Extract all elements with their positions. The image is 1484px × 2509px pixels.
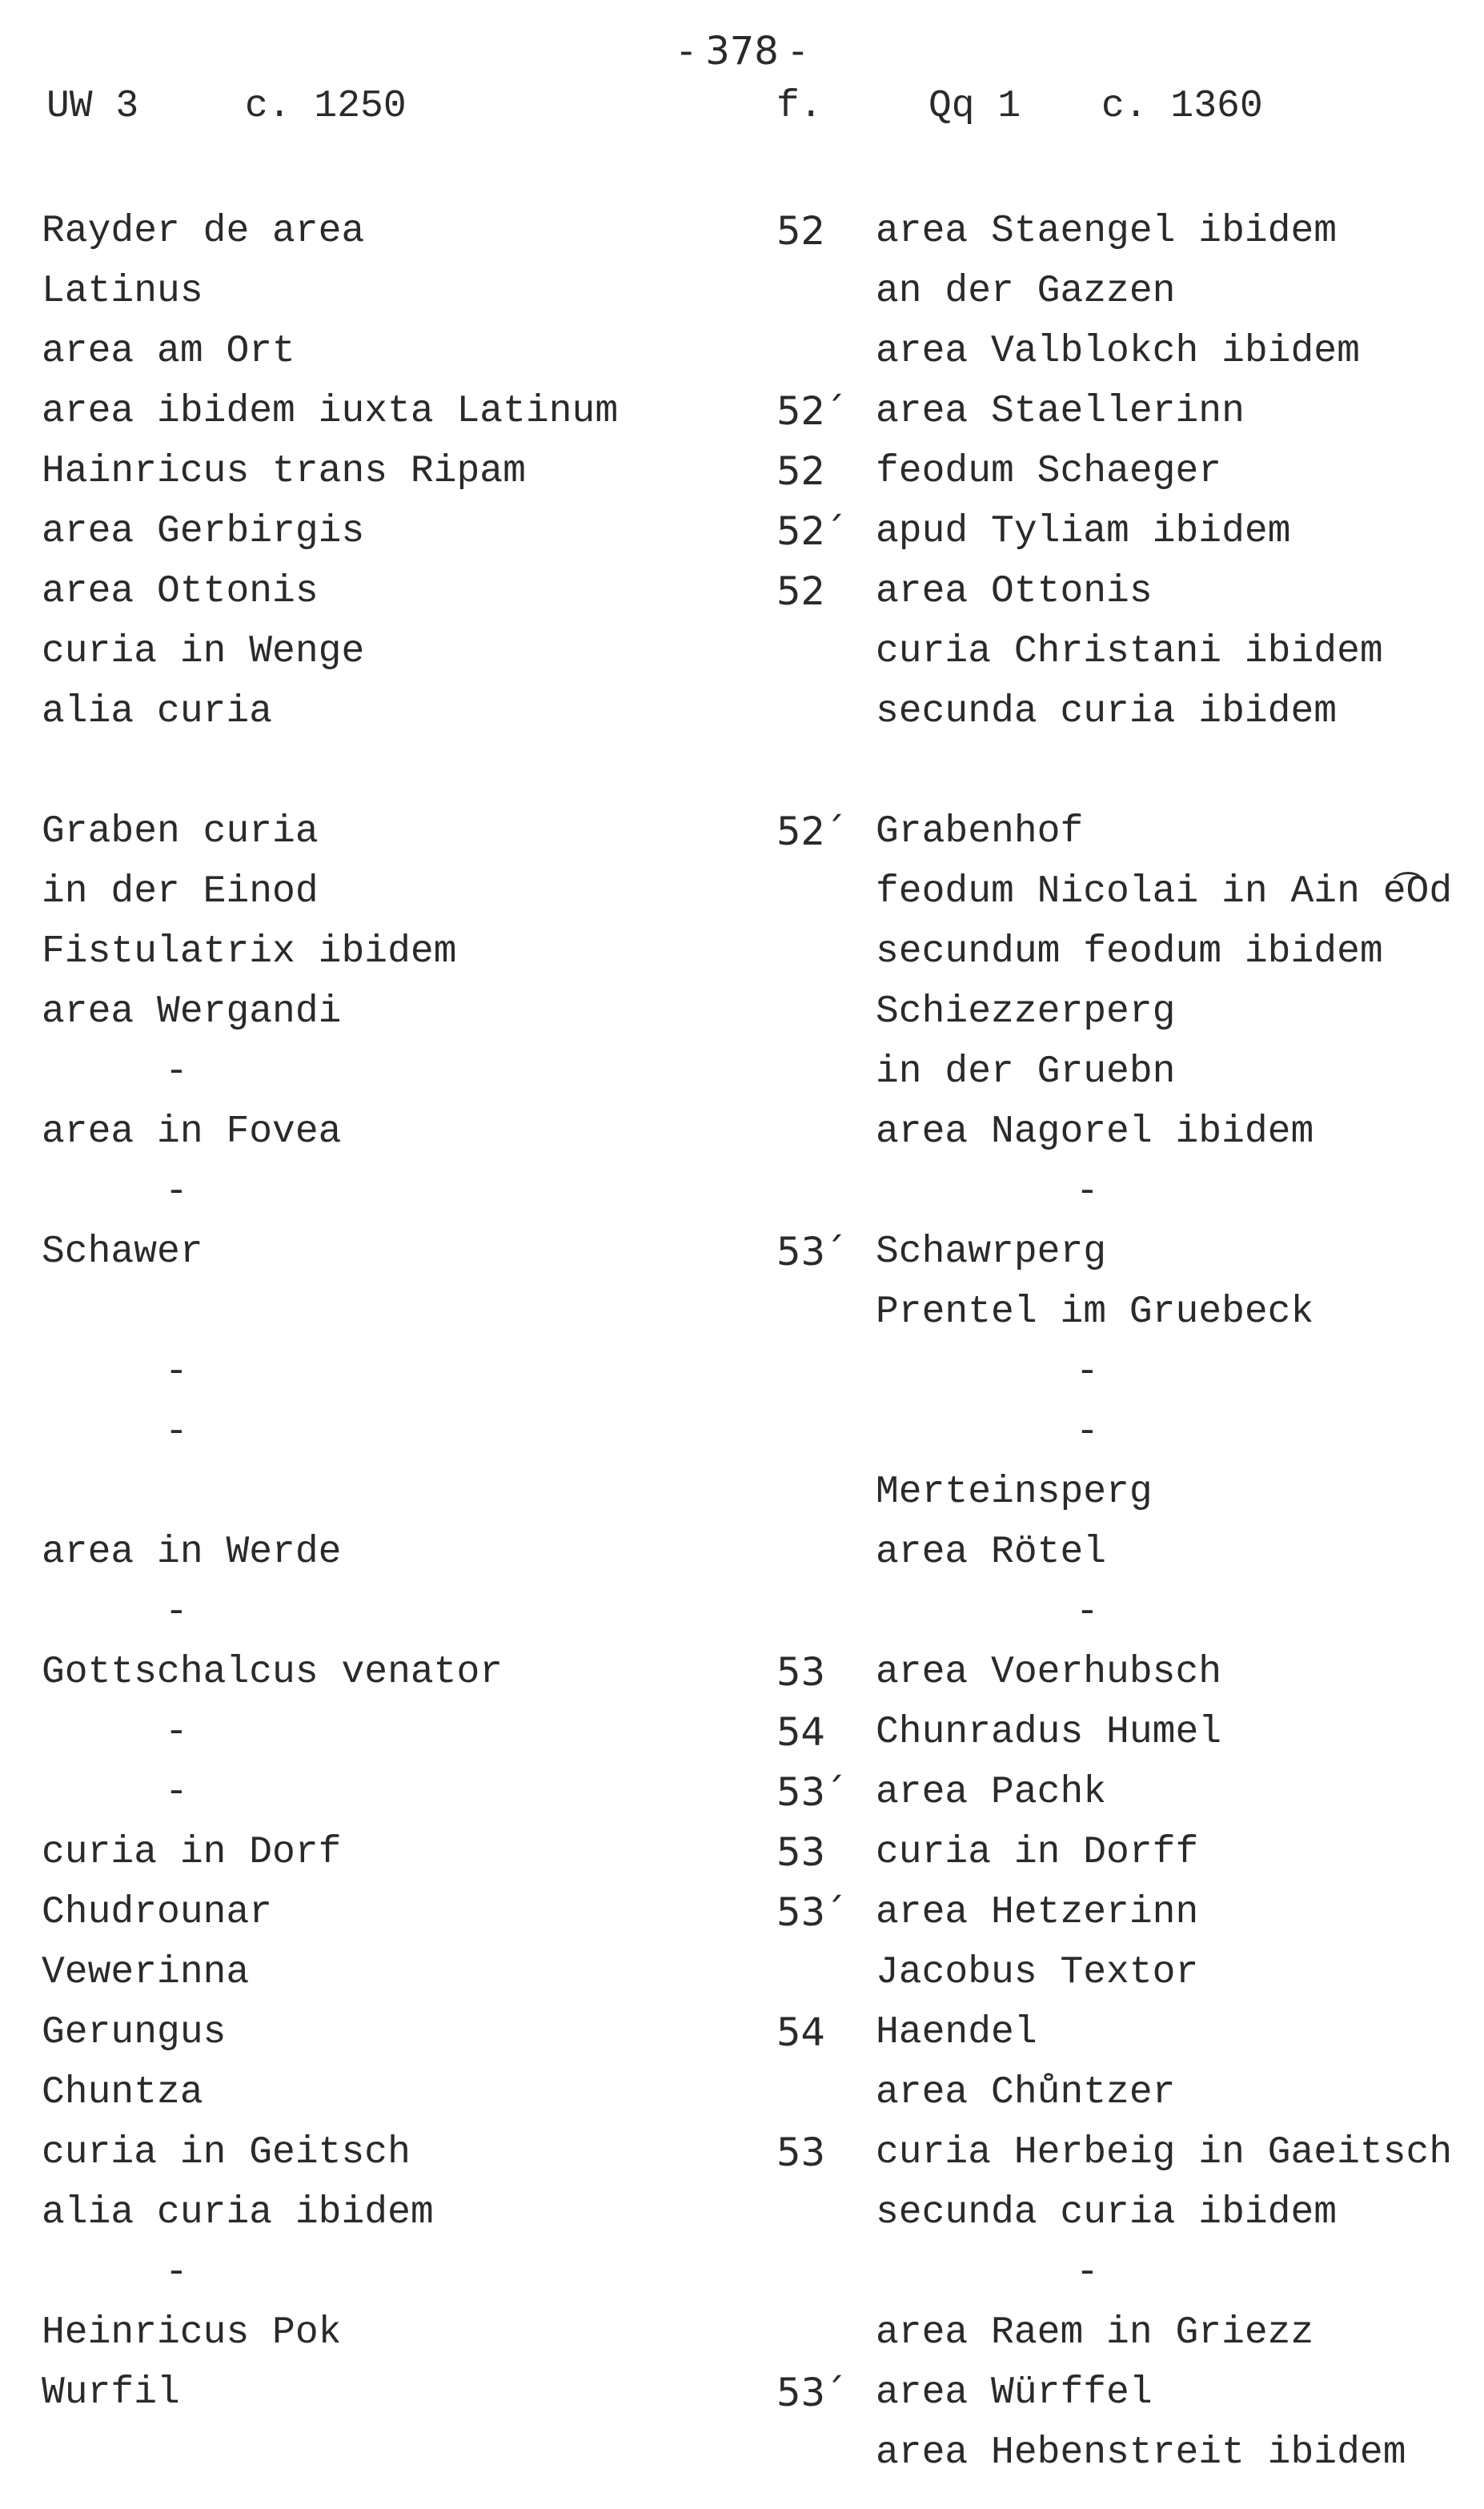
- left-entry: area in Werde: [42, 1531, 342, 1574]
- folio-number: 53: [776, 2130, 826, 2175]
- table-row: [0, 922, 1484, 982]
- right-entry: area Chůntzer: [876, 2071, 1176, 2114]
- right-entry: area Staellerinn: [876, 390, 1245, 433]
- right-entry: area Voerhubsch: [876, 1651, 1222, 1694]
- table-row: [0, 382, 1484, 442]
- table-row: [0, 1283, 1484, 1343]
- right-entry: -: [1076, 2251, 1099, 2294]
- right-entry: an der Gazzen: [876, 270, 1176, 313]
- left-entry: alia curia ibidem: [42, 2191, 434, 2234]
- table-row: [0, 1943, 1484, 2003]
- right-entry: Schawrperg: [876, 1230, 1107, 1274]
- right-entry: -: [1076, 1411, 1099, 1454]
- left-date: c. 1250: [245, 85, 407, 128]
- folio-number: 54: [776, 2010, 826, 2055]
- table-row: [0, 2183, 1484, 2243]
- table-row: [0, 1823, 1484, 1883]
- left-entry: area Wergandi: [42, 990, 342, 1034]
- left-entry: Chuntza: [42, 2071, 203, 2114]
- table-row: [0, 1042, 1484, 1102]
- right-entry: curia Christani ibidem: [876, 630, 1383, 673]
- right-entry: area Staengel ibidem: [876, 210, 1338, 253]
- left-entry: Hainricus trans Ripam: [42, 450, 526, 493]
- left-entry: Fistulatrix ibidem: [42, 930, 457, 973]
- left-entry: curia in Dorf: [42, 1831, 342, 1874]
- folio-number: 53´: [776, 1230, 845, 1275]
- table-row: [0, 2243, 1484, 2303]
- right-entry: Jacobus Textor: [876, 1951, 1199, 1994]
- left-entry: area in Fovea: [42, 1110, 342, 1154]
- left-siglum: UW 3: [46, 85, 139, 128]
- table-row: [0, 322, 1484, 382]
- right-entry: Merteinsperg: [876, 1471, 1153, 1514]
- left-entry: Gerungus: [42, 2011, 227, 2054]
- table-row: [0, 1102, 1484, 1162]
- table-row: [0, 742, 1484, 802]
- left-entry: curia in Wenge: [42, 630, 365, 673]
- left-entry: Heinricus Pok: [42, 2311, 342, 2354]
- right-entry: -: [1076, 1170, 1099, 1214]
- right-entry: secunda curia ibidem: [876, 2191, 1338, 2234]
- table-row: [0, 2303, 1484, 2363]
- table-row: [0, 1523, 1484, 1583]
- table-row: [0, 2063, 1484, 2123]
- right-entry: Chunradus Humel: [876, 1711, 1222, 1754]
- folio-number: 54: [776, 1710, 826, 1755]
- right-entry: secundum feodum ibidem: [876, 930, 1383, 973]
- table-row: [0, 562, 1484, 622]
- table-row: [0, 1162, 1484, 1222]
- left-entry: Latinus: [42, 270, 203, 313]
- left-entry: -: [165, 1050, 188, 1094]
- right-date: c. 1360: [1101, 85, 1263, 128]
- folio-number: 52: [776, 569, 826, 614]
- right-entry: feodum Schaeger: [876, 450, 1222, 493]
- right-entry: -: [1076, 1351, 1099, 1394]
- left-entry: -: [165, 1591, 188, 1634]
- table-row: [0, 2363, 1484, 2423]
- table-row: [0, 2123, 1484, 2183]
- table-row: [0, 442, 1484, 502]
- left-entry: Vewerinna: [42, 1951, 250, 1994]
- folio-number: 52´: [776, 389, 845, 434]
- left-entry: in der Einod: [42, 870, 319, 913]
- left-entry: -: [165, 1771, 188, 1814]
- table-row: [0, 2003, 1484, 2063]
- left-entry: area Ottonis: [42, 570, 319, 613]
- folio-number: 53: [776, 1650, 826, 1695]
- right-entry: area Pachk: [876, 1771, 1107, 1814]
- left-entry: -: [165, 1170, 188, 1214]
- right-siglum: Qq 1: [929, 85, 1021, 128]
- folio-number: 53´: [776, 1890, 845, 1935]
- left-entry: -: [165, 2251, 188, 2294]
- left-entry: -: [165, 1351, 188, 1394]
- right-entry: area Nagorel ibidem: [876, 1110, 1314, 1154]
- table-row: [0, 1703, 1484, 1763]
- table-row: [0, 502, 1484, 562]
- right-entry: secunda curia ibidem: [876, 690, 1338, 733]
- right-entry: apud Tyliam ibidem: [876, 510, 1291, 553]
- right-entry: area Würffel: [876, 2371, 1153, 2415]
- left-entry: Chudrounar: [42, 1891, 273, 1934]
- right-entry: area Raem in Griezz: [876, 2311, 1314, 2354]
- page-number: - 378 -: [679, 29, 805, 74]
- left-entry: -: [165, 1711, 188, 1754]
- left-entry: Wurfil: [42, 2371, 180, 2415]
- table-row: [0, 1343, 1484, 1403]
- table-row: [0, 202, 1484, 262]
- left-entry: Graben curia: [42, 810, 319, 853]
- right-entry: area Ottonis: [876, 570, 1153, 613]
- folio-number: 52´: [776, 509, 845, 554]
- table-row: [0, 862, 1484, 922]
- folio-number: 52´: [776, 809, 845, 854]
- folio-number: 53´: [776, 2371, 845, 2415]
- right-entry: Grabenhof: [876, 810, 1084, 853]
- table-row: [0, 1583, 1484, 1643]
- left-entry: -: [165, 1411, 188, 1454]
- right-entry: area Hebenstreit ibidem: [876, 2431, 1406, 2475]
- concordance-table: [0, 202, 1484, 2483]
- left-entry: Gottschalcus venator: [42, 1651, 503, 1694]
- right-entry: area Valblokch ibidem: [876, 330, 1360, 373]
- right-entry: Haendel: [876, 2011, 1037, 2054]
- right-entry: in der Gruebn: [876, 1050, 1176, 1094]
- right-entry: area Hetzerinn: [876, 1891, 1199, 1934]
- right-entry: area Rötel: [876, 1531, 1107, 1574]
- left-entry: curia in Geitsch: [42, 2131, 411, 2174]
- left-entry: area Gerbirgis: [42, 510, 365, 553]
- right-entry: Schiezzerperg: [876, 990, 1176, 1034]
- table-row: [0, 1403, 1484, 1463]
- folio-number: 53: [776, 1830, 826, 1875]
- table-row: [0, 262, 1484, 322]
- right-entry: Prentel im Gruebeck: [876, 1291, 1314, 1334]
- right-entry: -: [1076, 1591, 1099, 1634]
- left-entry: Schawer: [42, 1230, 203, 1274]
- right-entry: feodum Nicolai in Ain e͡Od: [876, 870, 1453, 913]
- table-row: [0, 1463, 1484, 1523]
- folio-number: 52: [776, 209, 826, 254]
- folio-number: 52: [776, 449, 826, 494]
- table-row: [0, 802, 1484, 862]
- table-row: [0, 1643, 1484, 1703]
- table-row: [0, 1222, 1484, 1283]
- left-entry: area ibidem iuxta Latinum: [42, 390, 619, 433]
- table-row: [0, 2423, 1484, 2483]
- folio-number: 53´: [776, 1770, 845, 1815]
- table-row: [0, 1883, 1484, 1943]
- table-row: [0, 1763, 1484, 1823]
- table-row: [0, 982, 1484, 1042]
- table-row: [0, 682, 1484, 742]
- left-entry: alia curia: [42, 690, 273, 733]
- left-entry: area am Ort: [42, 330, 295, 373]
- left-entry: Rayder de area: [42, 210, 365, 253]
- right-entry: curia in Dorff: [876, 1831, 1199, 1874]
- right-entry: curia Herbeig in Gaeitsch: [876, 2131, 1453, 2174]
- table-row: [0, 622, 1484, 682]
- folio-label: f.: [776, 85, 823, 128]
